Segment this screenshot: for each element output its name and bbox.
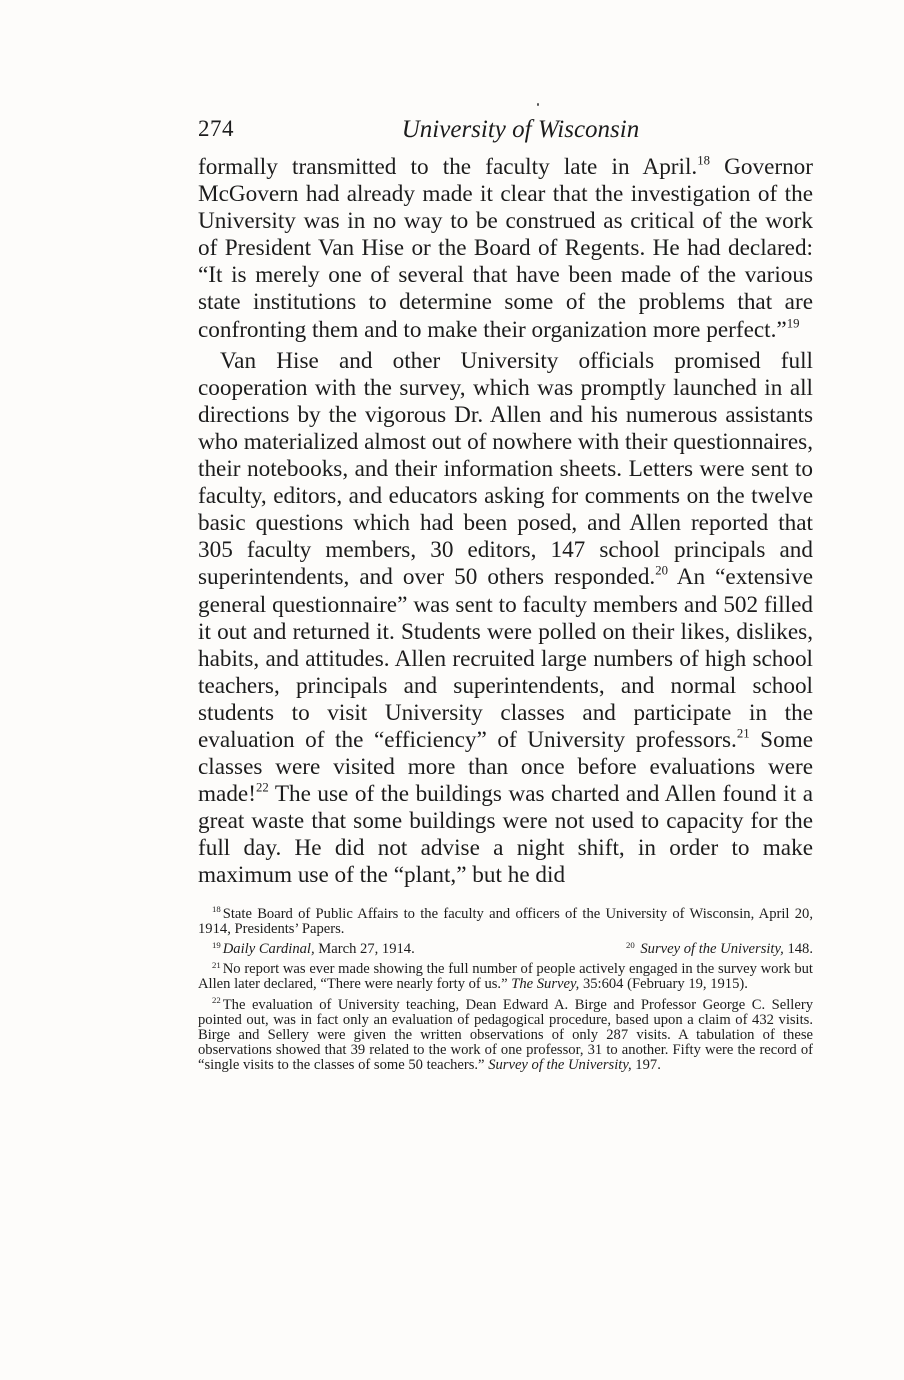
text-run: Van Hise and other University officials promised full cooperation with the survey, which was promptly launched in all directions by the vigorous Dr. Allen and his numerous assistants who materialized almost out of nowhere with their questionnaires, their notebooks, and their information sheets. Letters were sent to faculty, editors, and educators asking for comments on the twelve basic questions which had been posed, and Allen reported that 305 faculty members, 30 editors, 147 school principals and superintendents, and over 50 others responded. <box>198 347 813 591</box>
footnote-ref-18: 18 <box>697 153 710 168</box>
footnote-ref-21: 21 <box>736 726 750 741</box>
book-page <box>198 112 813 1079</box>
footnote-number: 22 <box>212 995 221 1006</box>
running-header <box>198 112 813 148</box>
footnote-19 <box>212 939 415 957</box>
footnote-number: 21 <box>212 959 221 970</box>
body-text <box>198 154 813 890</box>
page-number: 274 <box>198 116 234 141</box>
footnote-number: 20 <box>625 939 635 950</box>
running-title: University of Wisconsin <box>401 116 640 143</box>
footnote-text: The evaluation of University teaching, Dean Edward A. Birge and Professor George C. Sellery pointed out, was in fact only an evaluation of pedagogical procedure, based upon a claim of 432 visits. Birge and Sellery were given the written observations of only 287 visits. A tabulation of these observations showed that 39 related to the work of one professor, 31 to another. Fifty were the record of “single visits to the classes of some 50 teachers.” <box>198 996 813 1074</box>
print-speck <box>537 103 539 106</box>
footnote-text: 35:604 (February 19, 1915). <box>579 976 748 993</box>
footnote-ref-22: 22 <box>255 780 269 795</box>
text-run: The use of the buildings was charted and Allen found it a great waste that some buildings were not used to capacity for the full day. He did not advise a night shift, in order to make maximum use of the “plant,” but he did <box>198 781 813 889</box>
text-run: Some classes were visited more than once before evaluations were made! <box>198 726 813 808</box>
text-run: An “extensive general questionnaire” was sent to faculty members and 502 filled it out and returned it. Students were polled on their likes, dislikes, habits, and attitudes. Allen recruited large numbers of high school teachers, principals and superintendents, and normal school students to visit University classes and participate in the evaluation of the “efficiency” of University professors. <box>198 564 813 753</box>
footnote-ref-19: 19 <box>786 316 800 330</box>
footnote-ref-20: 20 <box>655 563 668 578</box>
footnote-text: 148. <box>783 940 813 957</box>
footnote-text: State Board of Public Affairs to the faculty and officers of the University of Wisconsin, April 20, 1914, Presidents’ Papers. <box>198 905 813 937</box>
footnote-text: No report was ever made showing the full number of people actively engaged in the survey work but Allen later declared, “There were nearly forty of us.” <box>198 961 813 993</box>
footnote-title: The Survey, <box>511 976 580 993</box>
footnote-22 <box>198 995 813 1074</box>
paragraph-2 <box>198 348 813 890</box>
text-run: formally transmitted to the faculty late in April. <box>198 154 698 180</box>
footnote-title: Daily Cardinal, <box>222 940 315 957</box>
footnote-21 <box>198 959 813 993</box>
text-run: Governor McGovern had already made it clear that the investigation of the University was in no way to be construed as critical of the work of President Van Hise or the Board of Regents. He had declared: “It is merely one of several that have been made of the various state institutions to determine some of the problems that are confronting them and to make their organization more perfect.” <box>198 154 813 343</box>
footnote-title: Survey of the University, <box>640 940 784 957</box>
footnote-number: 19 <box>212 939 221 950</box>
footnote-number: 18 <box>212 904 221 915</box>
footnote-20 <box>625 939 813 957</box>
paragraph-1 <box>198 154 813 344</box>
footnotes <box>198 904 813 1074</box>
footnote-title: Survey of the University, <box>488 1057 632 1074</box>
footnote-18 <box>198 904 813 937</box>
footnote-text: 197. <box>631 1057 661 1074</box>
footnote-row-19-20 <box>198 939 813 957</box>
footnote-text: March 27, 1914. <box>314 940 415 957</box>
